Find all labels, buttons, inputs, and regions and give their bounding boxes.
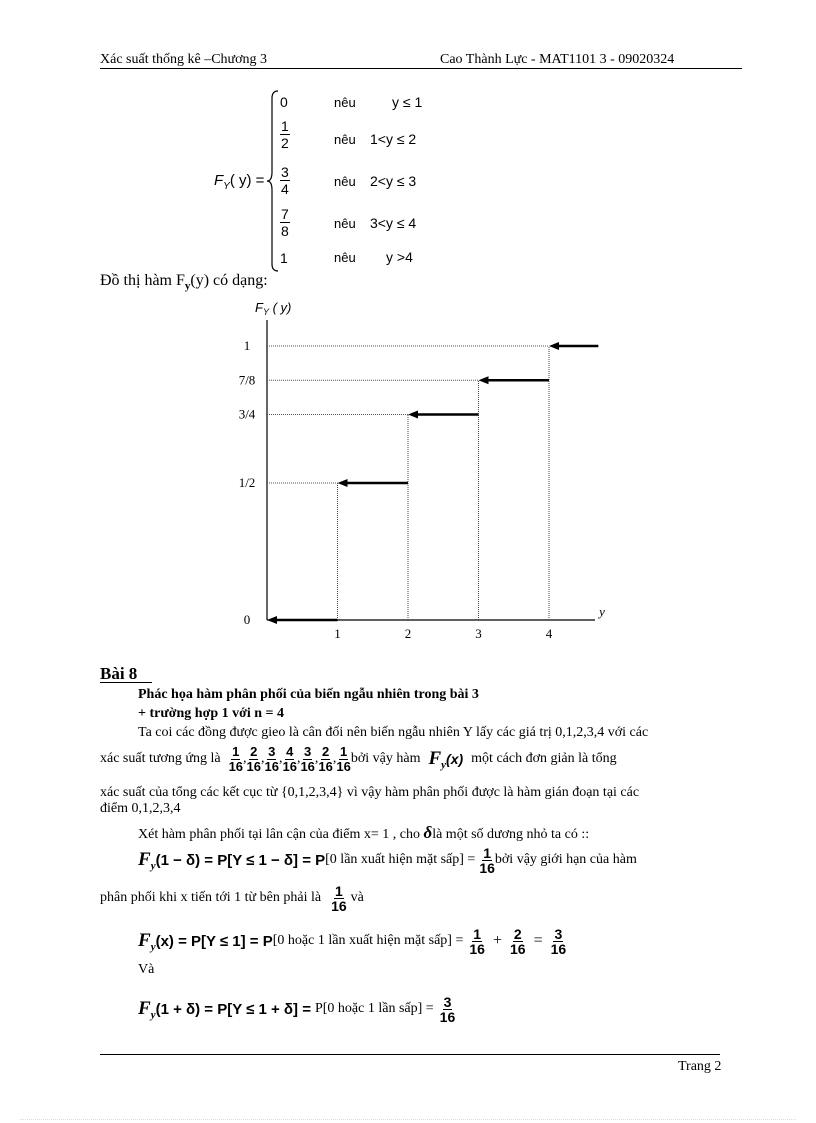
- eq2-frac-2: $\frac{2}{16}$: [509, 925, 526, 957]
- prob-end: một cách đơn giản là tổng: [471, 751, 617, 766]
- case-0-cond: y ≤ 1: [392, 94, 423, 110]
- delta-symbol: δ: [423, 823, 433, 842]
- prob-frac-3: $\frac{4}{16}$: [282, 743, 297, 774]
- eq1-frac: $\frac{1}{16}$: [479, 844, 495, 876]
- page-bottom-dotted: [20, 1119, 796, 1120]
- case-3-value: $\frac{7}{8}$: [281, 206, 289, 239]
- equation-1: $F_y$ (1 − δ) = P[Y ≤ 1 − δ] = P [0 lần xuất hiện mặt sấp] = $\frac{1}{16}$ bởi vậy giới hạn của hàm: [138, 844, 637, 876]
- case-4-value: 1: [280, 250, 288, 266]
- header-rule: [100, 68, 742, 69]
- case-1-word: nêu: [334, 132, 356, 147]
- paragraph1-line2: xác suất tương ứng là $\frac{1}{16}$ , $\frac{2}{16}$ , $\frac{3}{16}$ , $\frac{4}{16}$ , $\frac{3}{16}$ , $\frac{2}{16}$ , $\frac{1}{16}$ bởi vậy hàm $F_y(x)$ một cách đơn giản là tổng: [100, 743, 617, 774]
- x-tick-label-2: 2: [404, 626, 412, 641]
- y-tick-label-1-2: 1/2: [238, 475, 256, 490]
- paragraph1-line4: điểm 0,1,2,3,4: [100, 801, 181, 816]
- x-axis-label: y: [599, 604, 605, 619]
- va-text: Và: [138, 962, 155, 977]
- step-arrow-4: [549, 342, 559, 350]
- page-number: Trang 2: [678, 1059, 722, 1074]
- case-4-word: nêu: [334, 250, 356, 265]
- prob-frac-4: $\frac{3}{16}$: [300, 743, 315, 774]
- prob-intro: xác suất tương ứng là: [100, 751, 221, 766]
- paragraph1-line1: Ta coi các đồng được gieo là cân đối nên biến ngẫu nhiên Y lấy các giá trị 0,1,2,3,4 với các: [138, 725, 649, 740]
- step-arrow-2: [408, 411, 418, 419]
- piecewise-function: [200, 88, 520, 274]
- eq2-frac-1: $\frac{1}{16}$: [469, 925, 485, 957]
- prob-frac-5: $\frac{2}{16}$: [318, 743, 333, 774]
- y-tick-label-7-8: 7/8: [238, 372, 256, 388]
- piecewise-lhs: $F_Y$( y) =: [214, 172, 265, 192]
- case-2-word: nêu: [334, 174, 356, 189]
- section-subtitle: Phác họa hàm phân phối của biến ngẫu nhiên trong bài 3: [138, 687, 479, 702]
- eq3-frac: $\frac{3}{16}$: [439, 993, 456, 1025]
- case-4-cond: y >4: [386, 249, 413, 265]
- prob-frac-1: $\frac{2}{16}$: [246, 743, 261, 774]
- case-0-value: 0: [280, 94, 288, 110]
- x-tick-label-1: 1: [334, 626, 341, 641]
- prob-mid: bởi vậy hàm: [350, 751, 421, 766]
- header-right: Cao Thành Lực - MAT1101 3 - 09020324: [440, 52, 675, 67]
- case-1-value: $\frac{1}{2}$: [281, 118, 289, 151]
- fx-symbol: $F_y(x)$: [428, 747, 464, 771]
- case-1-cond: 1<y ≤ 2: [370, 131, 417, 147]
- step-arrow-0: [267, 616, 277, 624]
- graph-caption: Đồ thị hàm $F_y(y)$ có dạng:: [100, 272, 268, 292]
- left-brace: [266, 90, 280, 272]
- step-arrow-3: [479, 376, 489, 384]
- footer-rule: [100, 1054, 720, 1055]
- case-3-cond: 3<y ≤ 4: [370, 215, 417, 231]
- case-0-word: nêu: [334, 95, 356, 110]
- limit-frac: $\frac{1}{16}$: [331, 882, 347, 914]
- paragraph2: Xét hàm phân phối tại lân cận của điểm x= 1 , cho δlà một số dương nhỏ ta có ::: [138, 823, 590, 842]
- header-left: Xác suất thống kê –Chương 3: [100, 52, 268, 67]
- step-arrow-1: [338, 479, 348, 487]
- limit-line: phân phối khi x tiến tới 1 từ bên phải là $\frac{1}{16}$ và: [100, 882, 364, 914]
- paragraph1-line3: xác suất của tổng các kết cục từ {0,1,2,3,4} vì vậy hàm phân phối được là hàm gián đoạn tại các: [100, 785, 640, 800]
- prob-frac-6: $\frac{1}{16}$: [336, 743, 351, 774]
- section-title: Bài 8: [100, 664, 138, 683]
- y-tick-label-3-4: 3/4: [238, 406, 256, 422]
- equation-2: $F_y$ (x) = P[Y ≤ 1] = P [0 hoặc 1 lần xuất hiện mặt sấp] = $\frac{1}{16}$ + $\frac{2}{16}$ = $\frac{3}{16}$: [138, 925, 567, 957]
- y-tick-label-0: 0: [243, 612, 251, 627]
- y-axis-label: $F_Y$ ( y): [255, 300, 292, 317]
- x-tick-label-4: 4: [545, 626, 553, 641]
- case-3-word: nêu: [334, 216, 356, 231]
- x-tick-label-3: 3: [475, 626, 482, 641]
- equation-3: $F_y$ (1 + δ) = P[Y ≤ 1 + δ] = P[0 hoặc 1 lần sấp] = $\frac{3}{16}$: [138, 993, 456, 1025]
- step-chart: [200, 290, 640, 650]
- case-line: + trường hợp 1 với n = 4: [138, 706, 285, 721]
- eq2-frac-3: $\frac{3}{16}$: [550, 925, 567, 957]
- section-title-underline: [100, 682, 152, 683]
- y-tick-label-1: 1: [243, 338, 251, 353]
- prob-frac-0: $\frac{1}{16}$: [228, 743, 244, 774]
- case-2-value: $\frac{3}{4}$: [281, 164, 289, 197]
- prob-frac-2: $\frac{3}{16}$: [264, 743, 279, 774]
- case-2-cond: 2<y ≤ 3: [370, 173, 417, 189]
